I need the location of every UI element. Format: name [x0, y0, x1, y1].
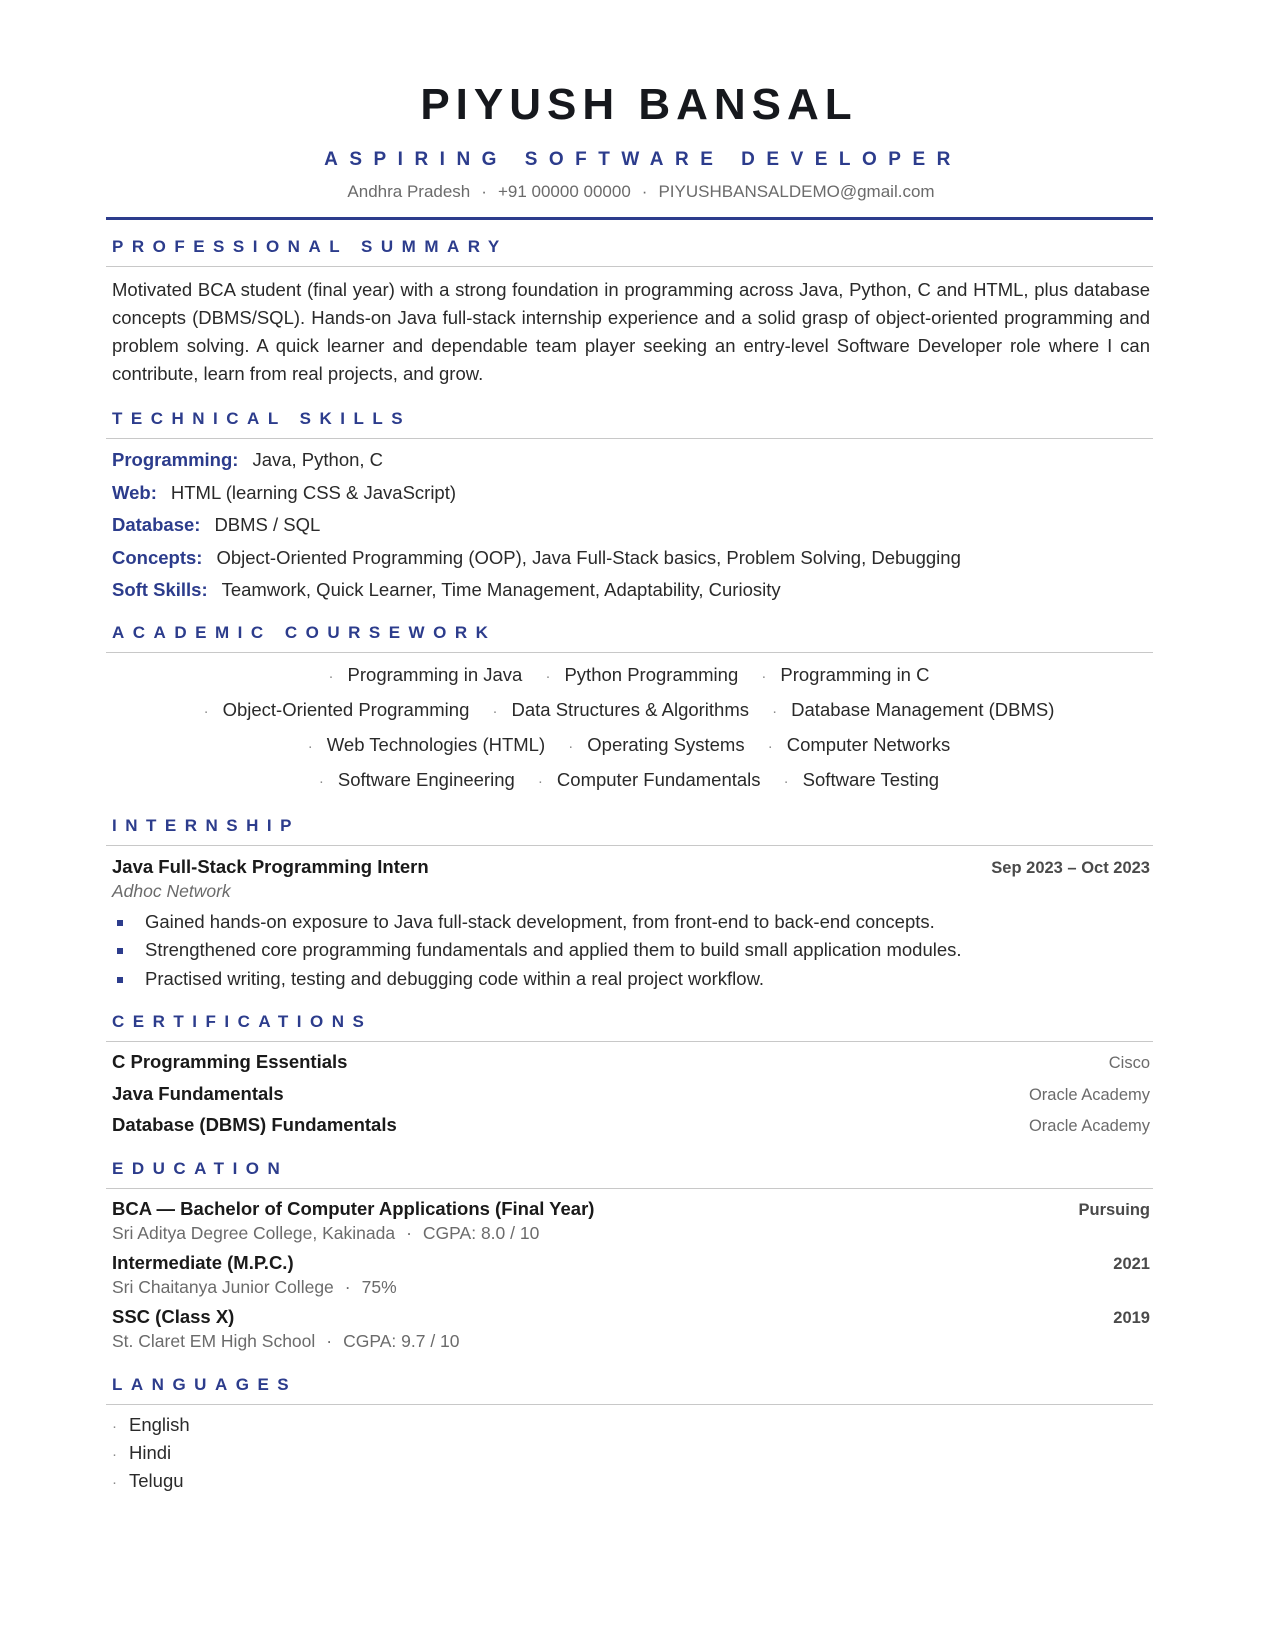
skill-label: Concepts: — [112, 546, 203, 568]
contact-email: PIYUSHBANSALDEMO@gmail.com — [658, 182, 935, 201]
skill-label: Soft Skills: — [112, 579, 208, 600]
language-item — [112, 1468, 1150, 1496]
certification-name: Java Fundamentals — [112, 1082, 284, 1104]
contact-line — [132, 181, 1150, 203]
bullet-dot-icon: · — [767, 737, 773, 755]
certification-issuer: Oracle Academy — [1028, 1117, 1150, 1135]
job-header — [112, 856, 1150, 878]
education-entry — [112, 1198, 1150, 1246]
course-name: Python Programming — [564, 663, 739, 685]
course-item — [493, 693, 750, 728]
bullet-dot-icon: · — [328, 667, 334, 685]
course-item — [784, 763, 939, 798]
summary-section — [108, 236, 1150, 388]
school-score: CGPA: 8.0 / 10 — [422, 1222, 540, 1243]
coursework-section — [108, 622, 1150, 798]
course-name: Computer Fundamentals — [556, 768, 761, 790]
language-item — [112, 1440, 1150, 1468]
coursework-row — [108, 693, 1150, 728]
bullet-text: Strengthened core programming fundamentals and applied them to build small application modules. — [145, 939, 962, 960]
job-bullet — [112, 908, 1150, 937]
course-item — [538, 763, 761, 798]
bullet-dot-icon: · — [772, 702, 778, 720]
section-heading: CERTIFICATIONS — [112, 1012, 373, 1031]
job-bullet — [112, 965, 1150, 994]
section-divider — [106, 1188, 1153, 1189]
job-bullet — [112, 936, 1150, 965]
skill-label: Programming: — [112, 449, 239, 470]
course-item — [329, 658, 523, 693]
school-name: Sri Aditya Degree College, Kakinada — [112, 1222, 396, 1243]
job-dates: Sep 2023 – Oct 2023 — [991, 858, 1150, 877]
internship-section — [108, 815, 1150, 994]
section-divider — [106, 652, 1153, 653]
bullet-dot-icon: · — [307, 737, 313, 755]
school-separator: · — [344, 1276, 351, 1297]
school-name: St. Claret EM High School — [112, 1330, 316, 1351]
bullet-dot-icon: · — [112, 1417, 117, 1435]
course-name: Object-Oriented Programming — [222, 698, 470, 720]
section-heading: LANGUAGES — [112, 1374, 298, 1394]
language-item — [112, 1412, 1150, 1440]
section-divider — [106, 845, 1153, 846]
contact-separator: · — [481, 182, 487, 201]
bullet-dot-icon: · — [568, 737, 574, 755]
certification-name: Database (DBMS) Fundamentals — [112, 1114, 397, 1135]
course-item — [308, 728, 545, 763]
school-line — [112, 1274, 1150, 1300]
job-bullets — [108, 908, 1150, 994]
section-divider — [106, 1041, 1153, 1042]
contact-separator: · — [641, 182, 648, 201]
job-title: Java Full-Stack Programming Intern — [112, 855, 429, 877]
degree-title: BCA — Bachelor of Computer Applications (Final Year) — [112, 1197, 595, 1219]
course-name: Software Engineering — [337, 768, 515, 790]
skill-label: Web: — [112, 481, 157, 503]
education-section — [108, 1158, 1150, 1354]
course-name: Operating Systems — [587, 733, 745, 755]
skill-value: Object-Oriented Programming (OOP), Java Full-Stack basics, Problem Solving, Debugging — [216, 546, 961, 568]
bullet-dot-icon: · — [783, 772, 789, 790]
course-name: Computer Networks — [786, 733, 951, 755]
section-divider — [106, 1404, 1153, 1405]
section-divider — [106, 266, 1153, 267]
course-item — [772, 693, 1054, 728]
bullet-dot-icon: · — [761, 667, 767, 685]
school-score: CGPA: 9.7 / 10 — [343, 1330, 460, 1351]
course-item — [568, 728, 744, 763]
section-heading: INTERNSHIP — [112, 815, 300, 835]
skill-row — [112, 477, 1150, 510]
degree-status: 2021 — [1113, 1254, 1150, 1273]
skill-value: Java, Python, C — [252, 449, 384, 470]
bullet-dot-icon: · — [112, 1473, 117, 1491]
company-name: Adhoc Network — [112, 880, 231, 901]
education-entry — [112, 1252, 1150, 1300]
language-name: Telugu — [129, 1469, 184, 1491]
bullet-text: Gained hands-on exposure to Java full-stack development, from front-end to back-end concepts. — [145, 910, 935, 932]
section-heading: EDUCATION — [112, 1158, 289, 1178]
section-heading: TECHNICAL SKILLS — [112, 409, 412, 428]
skill-row — [112, 574, 1150, 607]
school-separator: · — [406, 1222, 412, 1243]
degree-status: Pursuing — [1078, 1200, 1150, 1219]
coursework-row — [108, 658, 1150, 693]
coursework-row — [108, 728, 1150, 763]
school-name: Sri Chaitanya Junior College — [112, 1276, 334, 1297]
bullet-dot-icon: · — [537, 772, 543, 790]
certification-issuer: Cisco — [1108, 1054, 1150, 1072]
certification-row — [112, 1079, 1150, 1111]
course-item — [319, 763, 515, 798]
course-name: Web Technologies (HTML) — [326, 733, 546, 755]
candidate-title: ASPIRING SOFTWARE DEVELOPER — [324, 149, 962, 170]
degree-title: Intermediate (M.P.C.) — [112, 1251, 294, 1273]
coursework-row — [108, 763, 1150, 798]
bullet-text: Practised writing, testing and debugging code within a real project workflow. — [145, 967, 765, 989]
square-bullet-icon — [117, 977, 123, 983]
course-item — [204, 693, 470, 728]
candidate-name: PIYUSH BANSAL — [420, 80, 858, 129]
skill-value: HTML (learning CSS & JavaScript) — [170, 481, 457, 503]
bullet-dot-icon: · — [112, 1445, 117, 1463]
school-score: 75% — [361, 1276, 397, 1297]
school-separator: · — [326, 1330, 333, 1351]
course-name: Programming in Java — [347, 663, 523, 685]
languages-section — [108, 1374, 1150, 1496]
skills-section — [108, 408, 1150, 607]
school-line — [112, 1328, 1150, 1354]
course-name: Software Testing — [802, 768, 940, 790]
language-name: Hindi — [129, 1441, 172, 1463]
skill-value: Teamwork, Quick Learner, Time Management, Adaptability, Curiosity — [221, 579, 781, 600]
section-divider — [106, 438, 1153, 439]
skill-row — [112, 444, 1150, 477]
contact-phone: +91 00000 00000 — [497, 182, 631, 201]
summary-text: Motivated BCA student (final year) with a strong foundation in programming across Java, Python, C and HTML, plus database concepts (DBMS/SQL). Hands-on Java full-stack internship experience and a solid grasp of object-oriented programming and problem solving. A quick learner and dependable team player seeking an entry-level Software Developer role where I can contribute, learn from real projects, and grow. — [112, 279, 1150, 384]
course-item — [761, 658, 929, 693]
course-name: Data Structures & Algorithms — [511, 698, 750, 720]
course-item — [768, 728, 950, 763]
school-line — [112, 1220, 1150, 1246]
bullet-dot-icon: · — [203, 702, 209, 720]
skill-value: DBMS / SQL — [214, 514, 321, 535]
header-divider — [106, 217, 1153, 220]
skill-row — [112, 542, 1150, 575]
course-name: Programming in C — [780, 663, 930, 685]
education-entry — [112, 1306, 1150, 1354]
resume-header — [108, 0, 1150, 220]
certification-row — [112, 1047, 1150, 1079]
square-bullet-icon — [117, 948, 123, 954]
course-item — [545, 658, 738, 693]
section-heading: ACADEMIC COURSEWORK — [112, 622, 497, 642]
course-name: Database Management (DBMS) — [791, 698, 1055, 720]
square-bullet-icon — [117, 920, 123, 926]
language-name: English — [129, 1413, 190, 1435]
bullet-dot-icon: · — [545, 667, 551, 685]
bullet-dot-icon: · — [492, 702, 498, 720]
skill-label: Database: — [112, 514, 201, 535]
certification-issuer: Oracle Academy — [1028, 1085, 1150, 1104]
contact-location: Andhra Pradesh — [347, 182, 471, 201]
skill-row — [112, 509, 1150, 542]
certifications-section — [108, 1011, 1150, 1142]
certification-name: C Programming Essentials — [112, 1051, 348, 1072]
bullet-dot-icon: · — [318, 772, 324, 790]
degree-title: SSC (Class X) — [112, 1305, 235, 1327]
certification-row — [112, 1110, 1150, 1142]
section-heading: PROFESSIONAL SUMMARY — [112, 237, 508, 256]
degree-status: 2019 — [1113, 1308, 1150, 1327]
